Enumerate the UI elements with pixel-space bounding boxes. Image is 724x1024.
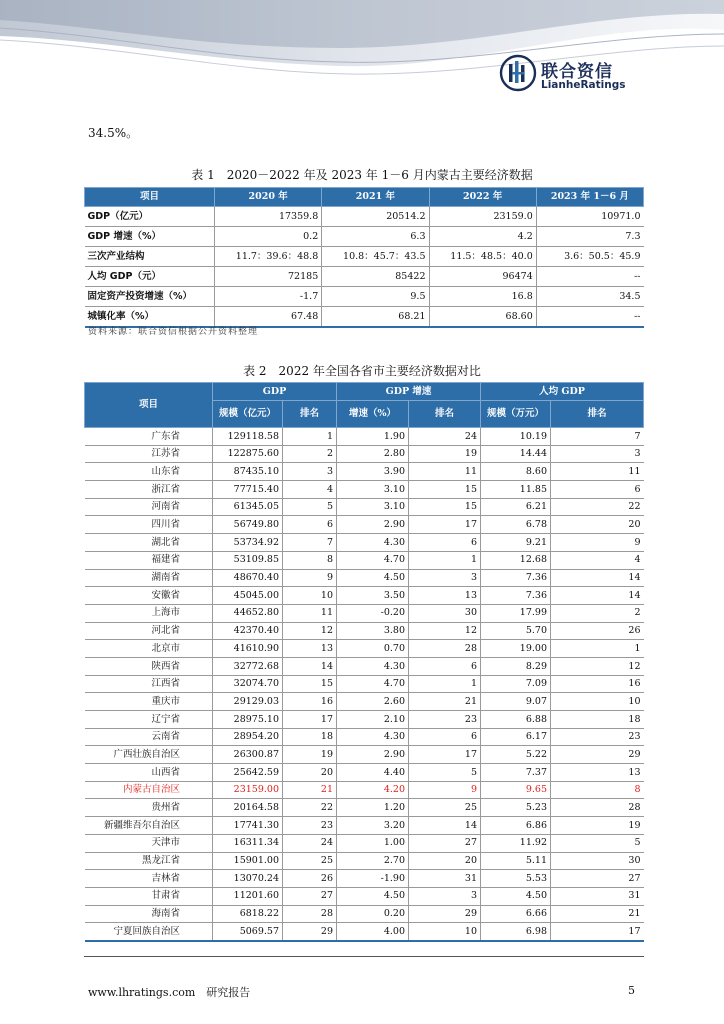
table-cell: 19 bbox=[283, 746, 337, 764]
table-row bbox=[85, 640, 644, 658]
row-label: GDP（亿元） bbox=[85, 207, 215, 227]
table-cell: 85422 bbox=[322, 267, 429, 287]
table-cell: 3 bbox=[409, 569, 481, 587]
table-cell: 3.80 bbox=[337, 622, 409, 640]
table-cell: -1.90 bbox=[337, 870, 409, 888]
table-row bbox=[85, 923, 644, 941]
table-cell: 7.3 bbox=[536, 227, 643, 247]
table-cell: 5069.57 bbox=[213, 923, 283, 941]
table-cell: 6.88 bbox=[481, 711, 551, 729]
table-cell: 24 bbox=[409, 428, 481, 446]
table-cell: 4 bbox=[283, 481, 337, 499]
table-cell: 129118.58 bbox=[213, 428, 283, 446]
table-cell: 27 bbox=[283, 887, 337, 905]
table-cell: 34.5 bbox=[536, 287, 643, 307]
province-name: 广东省 bbox=[85, 428, 213, 446]
table1-header-cell: 2021 年 bbox=[322, 188, 429, 207]
province-name: 辽宁省 bbox=[85, 711, 213, 729]
table2-group-gdp-per-capita: 人均 GDP bbox=[481, 383, 644, 401]
table-cell: 68.21 bbox=[322, 307, 429, 328]
table-row bbox=[85, 604, 644, 622]
footer-divider bbox=[84, 956, 644, 957]
table-cell: 5.23 bbox=[481, 799, 551, 817]
table-cell: 4.30 bbox=[337, 534, 409, 552]
table-cell: 4.2 bbox=[429, 227, 536, 247]
province-name: 河南省 bbox=[85, 498, 213, 516]
table-cell: 2 bbox=[551, 604, 644, 622]
table-cell: 11.5：48.5：40.0 bbox=[429, 247, 536, 267]
table-cell: 12 bbox=[283, 622, 337, 640]
table-cell: 29 bbox=[283, 923, 337, 941]
table-cell: 1.00 bbox=[337, 834, 409, 852]
table-cell: 3.6：50.5：45.9 bbox=[536, 247, 643, 267]
table-row bbox=[85, 227, 644, 247]
table-cell: 12 bbox=[409, 622, 481, 640]
table-cell: 4.40 bbox=[337, 764, 409, 782]
table-cell: 20 bbox=[283, 764, 337, 782]
table-cell: 53109.85 bbox=[213, 551, 283, 569]
table-cell: 26 bbox=[551, 622, 644, 640]
province-name: 黑龙江省 bbox=[85, 852, 213, 870]
province-name: 重庆市 bbox=[85, 693, 213, 711]
table-cell: -- bbox=[536, 267, 643, 287]
table-cell: 1 bbox=[409, 551, 481, 569]
table-cell: 14 bbox=[551, 569, 644, 587]
table-cell: 3.20 bbox=[337, 817, 409, 835]
table-cell: 29 bbox=[551, 746, 644, 764]
table-cell: 7.36 bbox=[481, 569, 551, 587]
table-cell: 15 bbox=[409, 481, 481, 499]
table-cell: 10 bbox=[283, 587, 337, 605]
table2-group-gdp: GDP bbox=[213, 383, 337, 401]
table-cell: 2.60 bbox=[337, 693, 409, 711]
table-cell: 6.3 bbox=[322, 227, 429, 247]
table-cell: 27 bbox=[409, 834, 481, 852]
table-cell: 9.07 bbox=[481, 693, 551, 711]
table-cell: 9 bbox=[551, 534, 644, 552]
table-cell: 48670.40 bbox=[213, 569, 283, 587]
table-cell: 6.66 bbox=[481, 905, 551, 923]
table-cell: 2.10 bbox=[337, 711, 409, 729]
province-name: 江西省 bbox=[85, 675, 213, 693]
table-cell: 2 bbox=[283, 445, 337, 463]
table-cell: 4.50 bbox=[337, 569, 409, 587]
table-cell: 3 bbox=[551, 445, 644, 463]
table-row bbox=[85, 657, 644, 675]
table-cell: 6.78 bbox=[481, 516, 551, 534]
table-cell: 5.53 bbox=[481, 870, 551, 888]
table-cell: 1 bbox=[283, 428, 337, 446]
row-label: 三次产业结构 bbox=[85, 247, 215, 267]
table-row bbox=[85, 693, 644, 711]
row-label: 人均 GDP（元） bbox=[85, 267, 215, 287]
table-row bbox=[85, 799, 644, 817]
table-cell: 6.17 bbox=[481, 728, 551, 746]
table-cell: 45045.00 bbox=[213, 587, 283, 605]
table-cell: 30 bbox=[409, 604, 481, 622]
province-name: 广西壮族自治区 bbox=[85, 746, 213, 764]
table-cell: 96474 bbox=[429, 267, 536, 287]
table-cell: 16 bbox=[551, 675, 644, 693]
table-row bbox=[85, 905, 644, 923]
page-number: 5 bbox=[628, 984, 635, 997]
table-cell: 16311.34 bbox=[213, 834, 283, 852]
province-name: 浙江省 bbox=[85, 481, 213, 499]
table-cell: 8.60 bbox=[481, 463, 551, 481]
table-cell: 9.21 bbox=[481, 534, 551, 552]
table-cell: 23159.00 bbox=[213, 781, 283, 799]
table-cell: 1 bbox=[409, 675, 481, 693]
province-name: 天津市 bbox=[85, 834, 213, 852]
table-cell: 8 bbox=[551, 781, 644, 799]
table-cell: 4 bbox=[551, 551, 644, 569]
table-cell: 13070.24 bbox=[213, 870, 283, 888]
footer-website: www.lhratings.com 研究报告 bbox=[88, 986, 251, 999]
table-row bbox=[85, 445, 644, 463]
table2-group-gdp-growth: GDP 增速 bbox=[337, 383, 481, 401]
table-cell: 3.90 bbox=[337, 463, 409, 481]
table-cell: 42370.40 bbox=[213, 622, 283, 640]
table1-caption: 表 1 2020－2022 年及 2023 年 1－6 月内蒙古主要经济数据 bbox=[191, 168, 533, 182]
table-cell: 13 bbox=[551, 764, 644, 782]
table-row bbox=[85, 498, 644, 516]
table-row bbox=[85, 481, 644, 499]
table-cell: 6 bbox=[551, 481, 644, 499]
table-cell: 11.92 bbox=[481, 834, 551, 852]
table-cell: 5.22 bbox=[481, 746, 551, 764]
table-cell: 6 bbox=[409, 728, 481, 746]
row-label: GDP 增速（%） bbox=[85, 227, 215, 247]
table2-caption: 表 2 2022 年全国各省市主要经济数据对比 bbox=[243, 364, 481, 378]
table-row bbox=[85, 587, 644, 605]
table-cell: 3.50 bbox=[337, 587, 409, 605]
table-cell: 4.30 bbox=[337, 728, 409, 746]
table-cell: 4.70 bbox=[337, 675, 409, 693]
table-cell: 61345.05 bbox=[213, 498, 283, 516]
highlighted-row bbox=[85, 781, 644, 799]
table-cell: 10.19 bbox=[481, 428, 551, 446]
table-row bbox=[85, 287, 644, 307]
table-cell: 72185 bbox=[215, 267, 322, 287]
table2-subheader-cell: 排名 bbox=[409, 401, 481, 428]
table-cell: 13 bbox=[283, 640, 337, 658]
table1-header-cell: 2022 年 bbox=[429, 188, 536, 207]
table-cell: 25642.59 bbox=[213, 764, 283, 782]
province-name: 湖北省 bbox=[85, 534, 213, 552]
table-cell: 18 bbox=[551, 711, 644, 729]
table-cell: 4.70 bbox=[337, 551, 409, 569]
table-cell: 2.70 bbox=[337, 852, 409, 870]
table-cell: 5 bbox=[409, 764, 481, 782]
table-row bbox=[85, 428, 644, 446]
table-cell: 4.00 bbox=[337, 923, 409, 941]
table-row bbox=[85, 675, 644, 693]
table-cell: 11.85 bbox=[481, 481, 551, 499]
table-row bbox=[85, 569, 644, 587]
table-cell: 28 bbox=[551, 799, 644, 817]
province-name: 云南省 bbox=[85, 728, 213, 746]
table-row bbox=[85, 746, 644, 764]
table-cell: 26 bbox=[283, 870, 337, 888]
table-cell: 19 bbox=[409, 445, 481, 463]
table-row bbox=[85, 516, 644, 534]
table-cell: 12.68 bbox=[481, 551, 551, 569]
brand-logo bbox=[499, 54, 629, 96]
table-cell: 23 bbox=[283, 817, 337, 835]
table-cell: 30 bbox=[551, 852, 644, 870]
brand-name-cn: 联合资信 bbox=[541, 62, 613, 82]
table-cell: 28 bbox=[283, 905, 337, 923]
table-cell: 0.70 bbox=[337, 640, 409, 658]
province-name: 江苏省 bbox=[85, 445, 213, 463]
table-cell: 10971.0 bbox=[536, 207, 643, 227]
table2-subheader-cell: 排名 bbox=[551, 401, 644, 428]
table-cell: 14 bbox=[409, 817, 481, 835]
province-name: 甘肃省 bbox=[85, 887, 213, 905]
table-cell: 7.09 bbox=[481, 675, 551, 693]
table1-header-cell: 2020 年 bbox=[215, 188, 322, 207]
table-cell: 77715.40 bbox=[213, 481, 283, 499]
table-cell: 25 bbox=[283, 852, 337, 870]
table2-subheader-cell: 规模（万元） bbox=[481, 401, 551, 428]
table-cell: 9 bbox=[409, 781, 481, 799]
row-label: 固定资产投资增速（%） bbox=[85, 287, 215, 307]
table-cell: 19 bbox=[551, 817, 644, 835]
table-cell: 6.98 bbox=[481, 923, 551, 941]
province-name: 陕西省 bbox=[85, 657, 213, 675]
table-cell: 67.48 bbox=[215, 307, 322, 328]
table-cell: 11 bbox=[551, 463, 644, 481]
table-cell: 10 bbox=[409, 923, 481, 941]
table-cell: 7.37 bbox=[481, 764, 551, 782]
table-cell: 5 bbox=[551, 834, 644, 852]
table-cell: 22 bbox=[283, 799, 337, 817]
table-cell: 6.86 bbox=[481, 817, 551, 835]
table-cell: 13 bbox=[409, 587, 481, 605]
table-cell: 20164.58 bbox=[213, 799, 283, 817]
table-cell: 7 bbox=[283, 534, 337, 552]
table-cell: 7.36 bbox=[481, 587, 551, 605]
table-cell: 22 bbox=[551, 498, 644, 516]
table-cell: 25 bbox=[409, 799, 481, 817]
table-cell: 68.60 bbox=[429, 307, 536, 328]
table-cell: 16 bbox=[283, 693, 337, 711]
table-cell: 31 bbox=[409, 870, 481, 888]
table-row bbox=[85, 852, 644, 870]
table-cell: 17.99 bbox=[481, 604, 551, 622]
table2-header-item: 项目 bbox=[85, 383, 213, 428]
table-cell: 2.90 bbox=[337, 516, 409, 534]
table-row bbox=[85, 870, 644, 888]
table-cell: 15901.00 bbox=[213, 852, 283, 870]
table-cell: 14 bbox=[551, 587, 644, 605]
table-cell: 21 bbox=[551, 905, 644, 923]
province-name: 山西省 bbox=[85, 764, 213, 782]
table2-subheader-cell: 排名 bbox=[283, 401, 337, 428]
table-row bbox=[85, 267, 644, 287]
table-row bbox=[85, 887, 644, 905]
table-cell: 23 bbox=[409, 711, 481, 729]
table-cell: 10.8：45.7：43.5 bbox=[322, 247, 429, 267]
table1-header-cell: 项目 bbox=[85, 188, 215, 207]
province-name: 贵州省 bbox=[85, 799, 213, 817]
table-cell: 4.50 bbox=[481, 887, 551, 905]
table-cell: 0.2 bbox=[215, 227, 322, 247]
table-row bbox=[85, 728, 644, 746]
table-cell: 11201.60 bbox=[213, 887, 283, 905]
table-cell: 11 bbox=[283, 604, 337, 622]
brand-name-en: LianheRatings bbox=[541, 79, 626, 91]
province-name: 安徽省 bbox=[85, 587, 213, 605]
table-cell: 53734.92 bbox=[213, 534, 283, 552]
table-cell: -- bbox=[536, 307, 643, 328]
table-cell: 3 bbox=[283, 463, 337, 481]
table-cell: 41610.90 bbox=[213, 640, 283, 658]
table-cell: 87435.10 bbox=[213, 463, 283, 481]
table-cell: 16.8 bbox=[429, 287, 536, 307]
table-cell: 23 bbox=[551, 728, 644, 746]
table-cell: 6818.22 bbox=[213, 905, 283, 923]
table-cell: 6 bbox=[409, 534, 481, 552]
table-cell: -1.7 bbox=[215, 287, 322, 307]
table-cell: 1.20 bbox=[337, 799, 409, 817]
table-cell: 21 bbox=[283, 781, 337, 799]
table-cell: 29129.03 bbox=[213, 693, 283, 711]
table-cell: 24 bbox=[283, 834, 337, 852]
table-cell: 14.44 bbox=[481, 445, 551, 463]
table-cell: 17 bbox=[283, 711, 337, 729]
table-row bbox=[85, 207, 644, 227]
table-cell: 2.80 bbox=[337, 445, 409, 463]
table-cell: 8.29 bbox=[481, 657, 551, 675]
table-cell: 1 bbox=[551, 640, 644, 658]
row-label: 城镇化率（%） bbox=[85, 307, 215, 328]
table-cell: 17 bbox=[409, 516, 481, 534]
table-cell: 56749.80 bbox=[213, 516, 283, 534]
intro-text: 34.5%。 bbox=[88, 126, 139, 140]
province-name: 湖南省 bbox=[85, 569, 213, 587]
table-cell: 11 bbox=[409, 463, 481, 481]
table-cell: 4.20 bbox=[337, 781, 409, 799]
table1-header-cell: 2023 年 1－6 月 bbox=[536, 188, 643, 207]
table-row bbox=[85, 551, 644, 569]
table-cell: 28 bbox=[409, 640, 481, 658]
economy-table-inner-mongolia bbox=[84, 187, 644, 328]
table-cell: 3.10 bbox=[337, 481, 409, 499]
table-cell: 3.10 bbox=[337, 498, 409, 516]
table-row bbox=[85, 711, 644, 729]
table-cell: 27 bbox=[551, 870, 644, 888]
table-cell: 20 bbox=[551, 516, 644, 534]
table-cell: 17 bbox=[409, 746, 481, 764]
table-cell: 122875.60 bbox=[213, 445, 283, 463]
table-row bbox=[85, 622, 644, 640]
table-row bbox=[85, 463, 644, 481]
table-cell: 19.00 bbox=[481, 640, 551, 658]
province-name: 上海市 bbox=[85, 604, 213, 622]
table-row bbox=[85, 764, 644, 782]
province-name: 北京市 bbox=[85, 640, 213, 658]
table-cell: 15 bbox=[409, 498, 481, 516]
table-cell: 6 bbox=[409, 657, 481, 675]
table-cell: 9.65 bbox=[481, 781, 551, 799]
province-comparison-table bbox=[84, 382, 644, 942]
province-name: 河北省 bbox=[85, 622, 213, 640]
table2-subheader-cell: 规模（亿元） bbox=[213, 401, 283, 428]
province-name: 新疆维吾尔自治区 bbox=[85, 817, 213, 835]
lianhe-logo-icon bbox=[499, 54, 537, 92]
province-name: 海南省 bbox=[85, 905, 213, 923]
table-cell: 0.20 bbox=[337, 905, 409, 923]
table-cell: 20514.2 bbox=[322, 207, 429, 227]
table-row bbox=[85, 247, 644, 267]
table-cell: 32074.70 bbox=[213, 675, 283, 693]
table-cell: 10 bbox=[551, 693, 644, 711]
table-cell: 21 bbox=[409, 693, 481, 711]
table-cell: 8 bbox=[283, 551, 337, 569]
province-name: 宁夏回族自治区 bbox=[85, 923, 213, 941]
table-row bbox=[85, 834, 644, 852]
table-cell: 1.90 bbox=[337, 428, 409, 446]
table-cell: 28954.20 bbox=[213, 728, 283, 746]
table-cell: 5 bbox=[283, 498, 337, 516]
table-cell: 4.50 bbox=[337, 887, 409, 905]
table-cell: 44652.80 bbox=[213, 604, 283, 622]
table1-source: 资料来源：联合资信根据公开资料整理 bbox=[88, 327, 259, 337]
province-name: 山东省 bbox=[85, 463, 213, 481]
table1-header-row bbox=[85, 188, 644, 207]
table-cell: 28975.10 bbox=[213, 711, 283, 729]
table-cell: 6 bbox=[283, 516, 337, 534]
table-cell: 29 bbox=[409, 905, 481, 923]
table-cell: 14 bbox=[283, 657, 337, 675]
table-cell: 7 bbox=[551, 428, 644, 446]
table-cell: 9 bbox=[283, 569, 337, 587]
province-name: 四川省 bbox=[85, 516, 213, 534]
table-cell: 12 bbox=[551, 657, 644, 675]
table-cell: 5.70 bbox=[481, 622, 551, 640]
province-name: 福建省 bbox=[85, 551, 213, 569]
table-cell: 15 bbox=[283, 675, 337, 693]
table-cell: 11.7：39.6：48.8 bbox=[215, 247, 322, 267]
table-cell: 31 bbox=[551, 887, 644, 905]
table2-subheader-cell: 增速（%） bbox=[337, 401, 409, 428]
table-cell: 20 bbox=[409, 852, 481, 870]
table-cell: 17741.30 bbox=[213, 817, 283, 835]
table-cell: 23159.0 bbox=[429, 207, 536, 227]
table-cell: 3 bbox=[409, 887, 481, 905]
table-cell: 5.11 bbox=[481, 852, 551, 870]
table-cell: 4.30 bbox=[337, 657, 409, 675]
table-cell: 18 bbox=[283, 728, 337, 746]
table-row bbox=[85, 817, 644, 835]
table-cell: 2.90 bbox=[337, 746, 409, 764]
table-cell: 17359.8 bbox=[215, 207, 322, 227]
table-cell: 17 bbox=[551, 923, 644, 941]
table-cell: 26300.87 bbox=[213, 746, 283, 764]
province-name: 内蒙古自治区 bbox=[85, 781, 213, 799]
table-row bbox=[85, 534, 644, 552]
table-cell: 32772.68 bbox=[213, 657, 283, 675]
table-cell: 6.21 bbox=[481, 498, 551, 516]
table-cell: -0.20 bbox=[337, 604, 409, 622]
table-cell: 9.5 bbox=[322, 287, 429, 307]
province-name: 吉林省 bbox=[85, 870, 213, 888]
